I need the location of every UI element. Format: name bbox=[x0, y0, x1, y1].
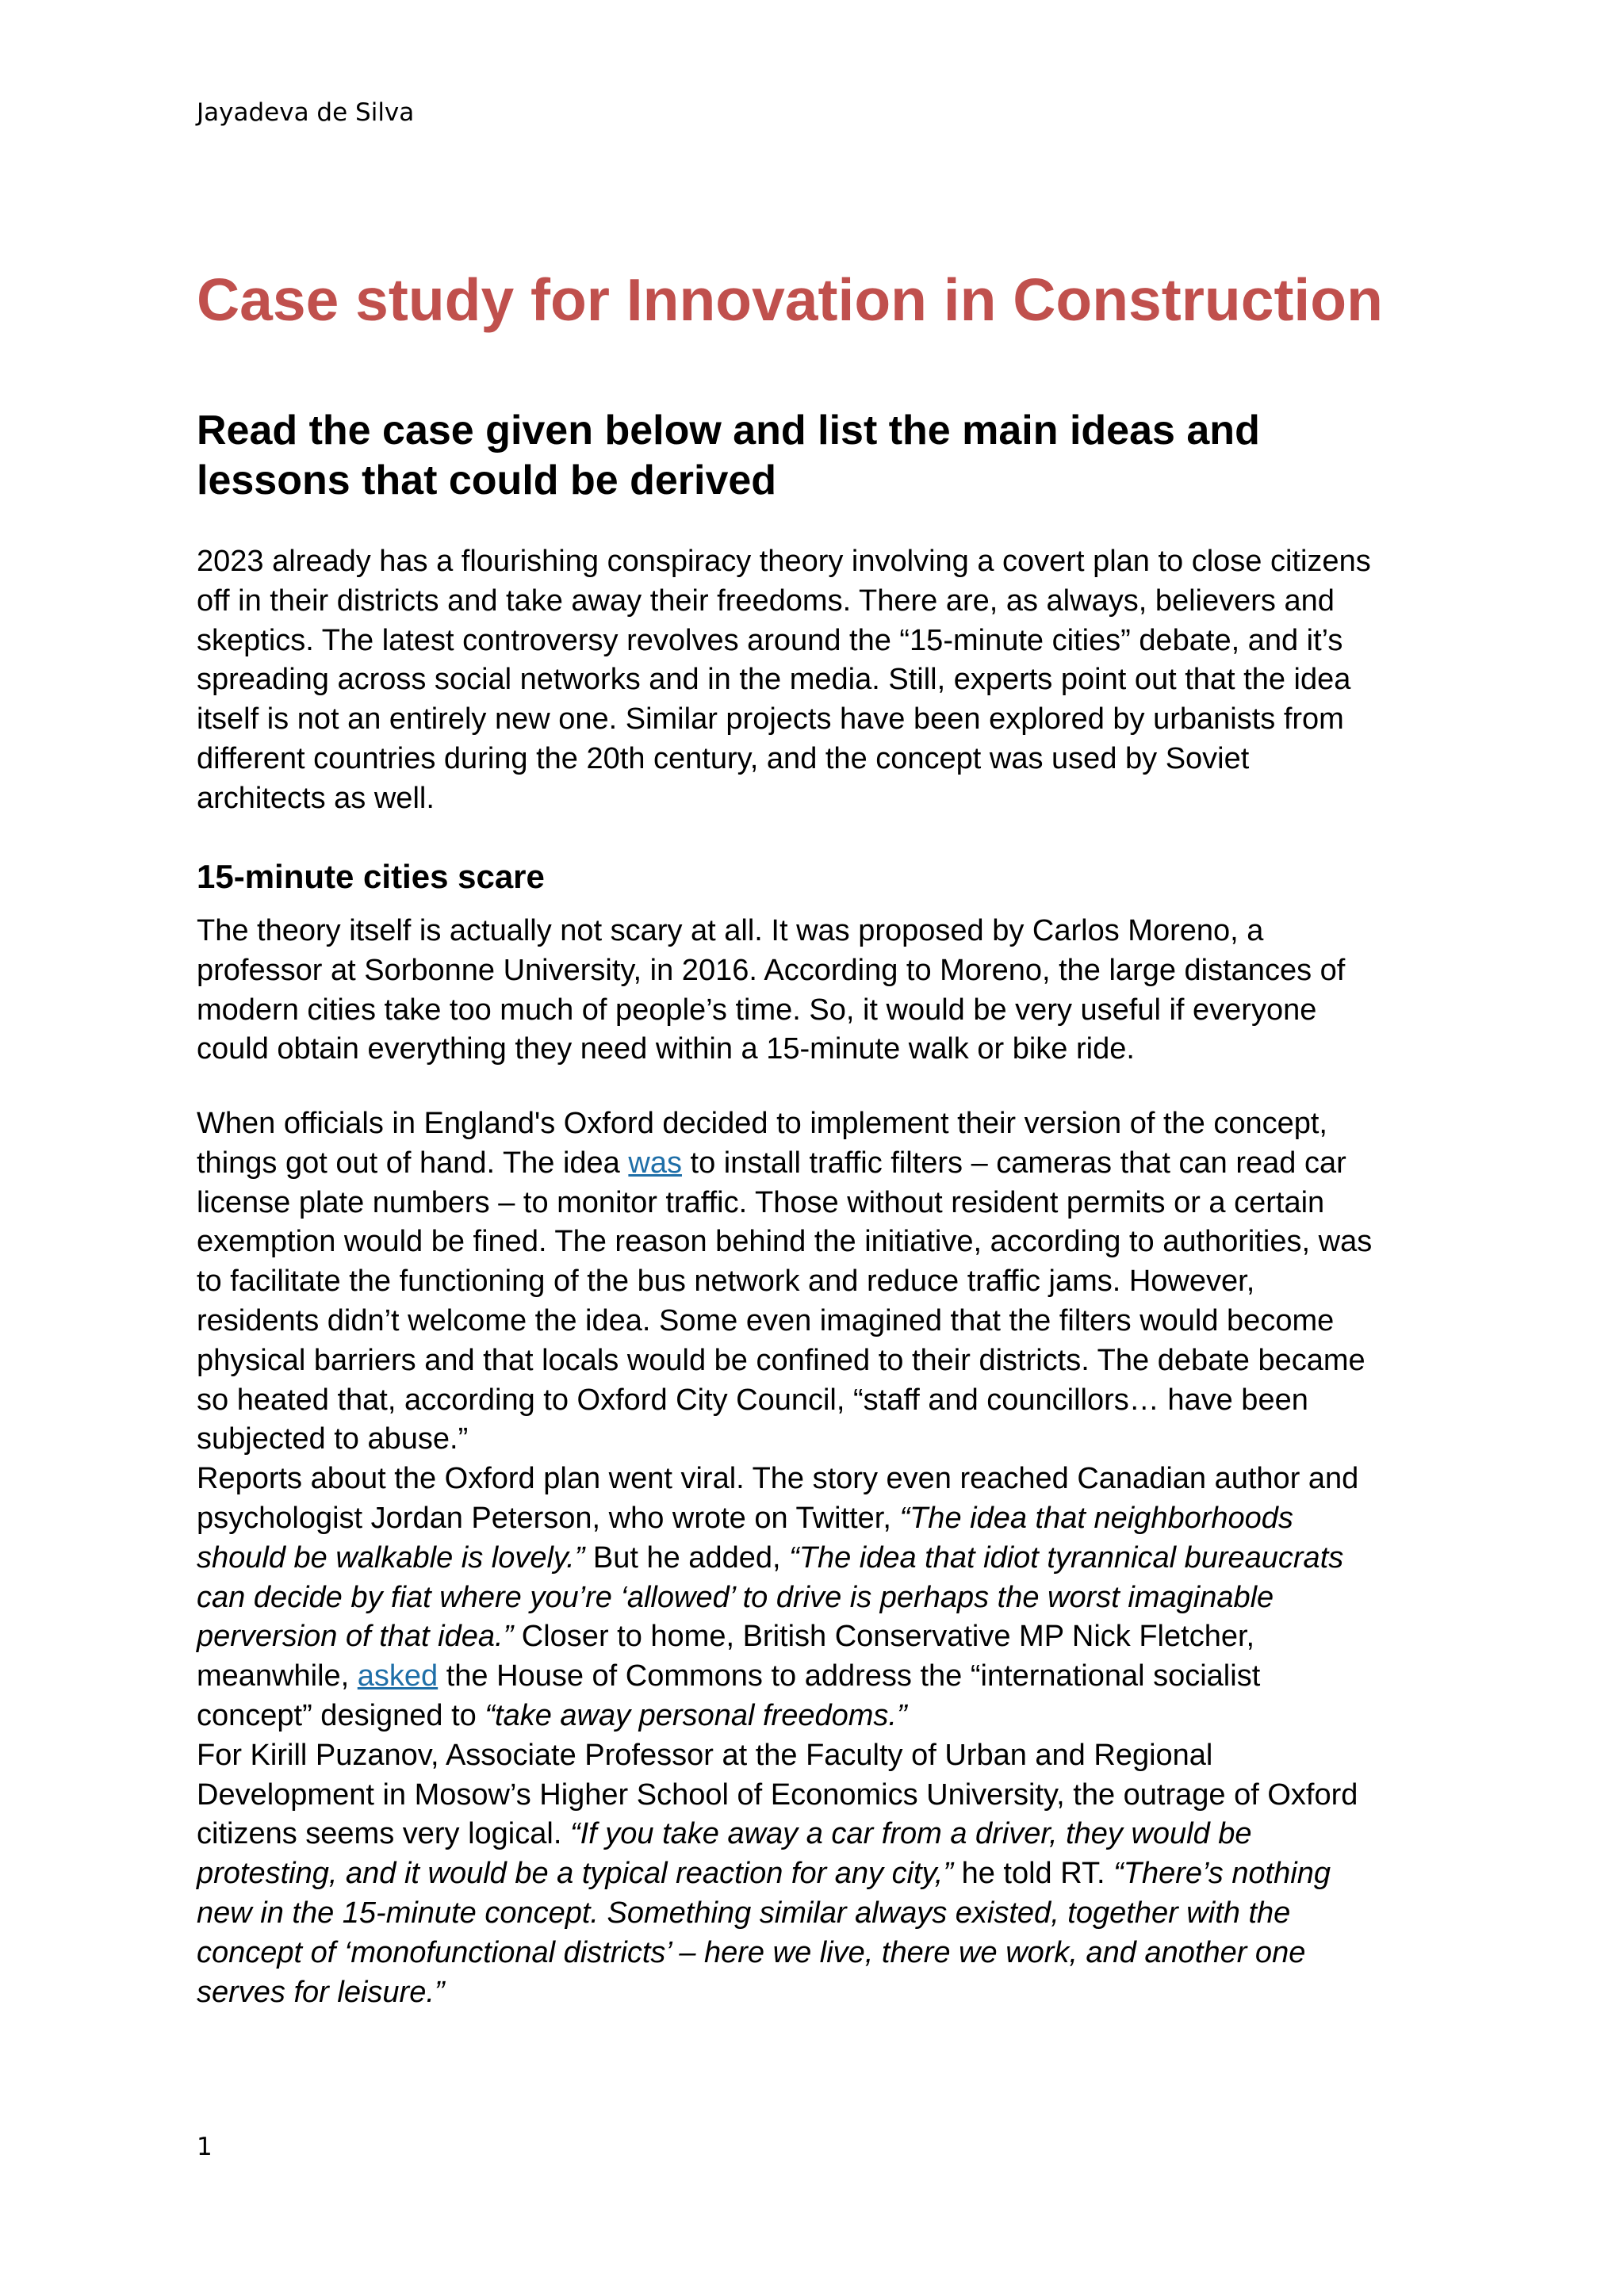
text-line: skeptics. The latest controversy revolves around the “15-minute cities” debate, and it’s bbox=[197, 623, 1343, 657]
text-line bbox=[197, 1578, 1442, 1618]
text-line: architects as well. bbox=[197, 781, 435, 815]
text-line bbox=[197, 1144, 1442, 1184]
text-line bbox=[197, 1973, 1442, 2013]
text-line: modern cities take too much of people’s time. So, it would be very useful if everyone bbox=[197, 993, 1317, 1027]
text-line bbox=[197, 1934, 1442, 1973]
text-run: meanwhile, bbox=[197, 1659, 358, 1693]
text-run: Closer to home, British Conservative MP Nick Fletcher, bbox=[513, 1620, 1255, 1654]
header-author: Jayadeva de Silva bbox=[197, 98, 415, 127]
text-line bbox=[197, 1657, 1442, 1697]
text-line bbox=[197, 1617, 1442, 1657]
document-title: Case study for Innovation in Construction bbox=[197, 266, 1383, 333]
was-link[interactable]: was bbox=[628, 1146, 682, 1180]
text-line bbox=[197, 1815, 1442, 1854]
text-line: could obtain everything they need within a 15-minute walk or bike ride. bbox=[197, 1032, 1135, 1066]
quote-run: protesting, and it would be a typical reaction for any city,” bbox=[197, 1857, 954, 1891]
text-line bbox=[197, 1894, 1442, 1934]
text-run: concept” designed to bbox=[197, 1698, 485, 1732]
text-line bbox=[197, 1854, 1442, 1894]
text-run: things got out of hand. The idea bbox=[197, 1146, 629, 1180]
text-run: But he added, bbox=[584, 1540, 790, 1575]
text-line bbox=[197, 1697, 1442, 1736]
quote-run: should be walkable is lovely.” bbox=[197, 1540, 585, 1575]
quote-run: “take away personal freedoms.” bbox=[485, 1698, 907, 1732]
quote-run: “There’s nothing bbox=[1113, 1857, 1331, 1891]
quote-run: concept of ‘monofunctional districts’ – here we live, there we work, and another one bbox=[197, 1935, 1306, 1969]
text-line: physical barriers and that locals would be confined to their districts. The debate became bbox=[197, 1343, 1365, 1377]
text-line: spreading across social networks and in the media. Still, experts point out that the idea bbox=[197, 663, 1351, 697]
quote-run: “If you take away a car from a driver, they would be bbox=[569, 1817, 1252, 1851]
text-run: psychologist Jordan Peterson, who wrote on Twitter, bbox=[197, 1501, 900, 1535]
text-line: license plate numbers – to monitor traffic. Those without resident permits or a certain bbox=[197, 1185, 1325, 1219]
text-run: citizens seems very logical. bbox=[197, 1817, 570, 1851]
text-line: exemption would be fined. The reason behind the initiative, according to authorities, was bbox=[197, 1225, 1373, 1259]
text-line: subjected to abuse.” bbox=[197, 1422, 469, 1456]
document-subtitle bbox=[197, 406, 1465, 506]
text-line: off in their districts and take away their freedoms. There are, as always, believers and bbox=[197, 584, 1335, 618]
text-line: 2023 already has a flourishing conspiracy theory involving a covert plan to close citizens bbox=[197, 545, 1371, 578]
paragraph-oxford bbox=[197, 1104, 1442, 2012]
text-run: he told RT. bbox=[953, 1857, 1114, 1891]
subtitle-line: lessons that could be derived bbox=[197, 457, 777, 503]
text-run: to install traffic filters – cameras that can read car bbox=[681, 1146, 1346, 1180]
intro-paragraph bbox=[197, 542, 1442, 819]
paragraph-moreno bbox=[197, 912, 1442, 1070]
quote-run: can decide by fiat where you’re ‘allowed’ to drive is perhaps the worst imaginable bbox=[197, 1580, 1274, 1614]
text-line: professor at Sorbonne University, in 2016. According to Moreno, the large distances of bbox=[197, 953, 1346, 987]
text-line: For Kirill Puzanov, Associate Professor at the Faculty of Urban and Regional bbox=[197, 1738, 1213, 1772]
text-line: to facilitate the functioning of the bus network and reduce traffic jams. However, bbox=[197, 1265, 1255, 1299]
quote-run: “The idea that neighborhoods bbox=[899, 1501, 1293, 1535]
text-line: so heated that, according to Oxford City Council, “staff and councillors… have been bbox=[197, 1383, 1308, 1417]
text-run: the House of Commons to address the “international socialist bbox=[438, 1659, 1261, 1693]
text-line bbox=[197, 1539, 1442, 1578]
quote-run: new in the 15-minute concept. Something similar always existed, together with the bbox=[197, 1896, 1291, 1930]
text-line: Development in Mosow’s Higher School of Economics University, the outrage of Oxford bbox=[197, 1777, 1358, 1812]
page-number: 1 bbox=[197, 2133, 213, 2161]
text-line: When officials in England's Oxford decided to implement their version of the concept, bbox=[197, 1107, 1327, 1140]
section-heading: 15-minute cities scare bbox=[197, 858, 545, 895]
quote-run: serves for leisure.” bbox=[197, 1975, 445, 2009]
text-line bbox=[197, 1499, 1442, 1539]
text-line: itself is not an entirely new one. Similar projects have been explored by urbanists from bbox=[197, 702, 1344, 737]
text-line: different countries during the 20th century, and the concept was used by Soviet bbox=[197, 741, 1250, 775]
quote-run: perversion of that idea.” bbox=[197, 1620, 514, 1654]
text-line: The theory itself is actually not scary at all. It was proposed by Carlos Moreno, a bbox=[197, 914, 1264, 947]
text-line: residents didn’t welcome the idea. Some even imagined that the filters would become bbox=[197, 1303, 1335, 1337]
text-line: Reports about the Oxford plan went viral. The story even reached Canadian author and bbox=[197, 1462, 1359, 1496]
quote-run: “The idea that idiot tyrannical bureaucrats bbox=[789, 1540, 1344, 1575]
asked-link[interactable]: asked bbox=[357, 1659, 439, 1693]
subtitle-line: Read the case given below and list the main ideas and bbox=[197, 408, 1260, 453]
